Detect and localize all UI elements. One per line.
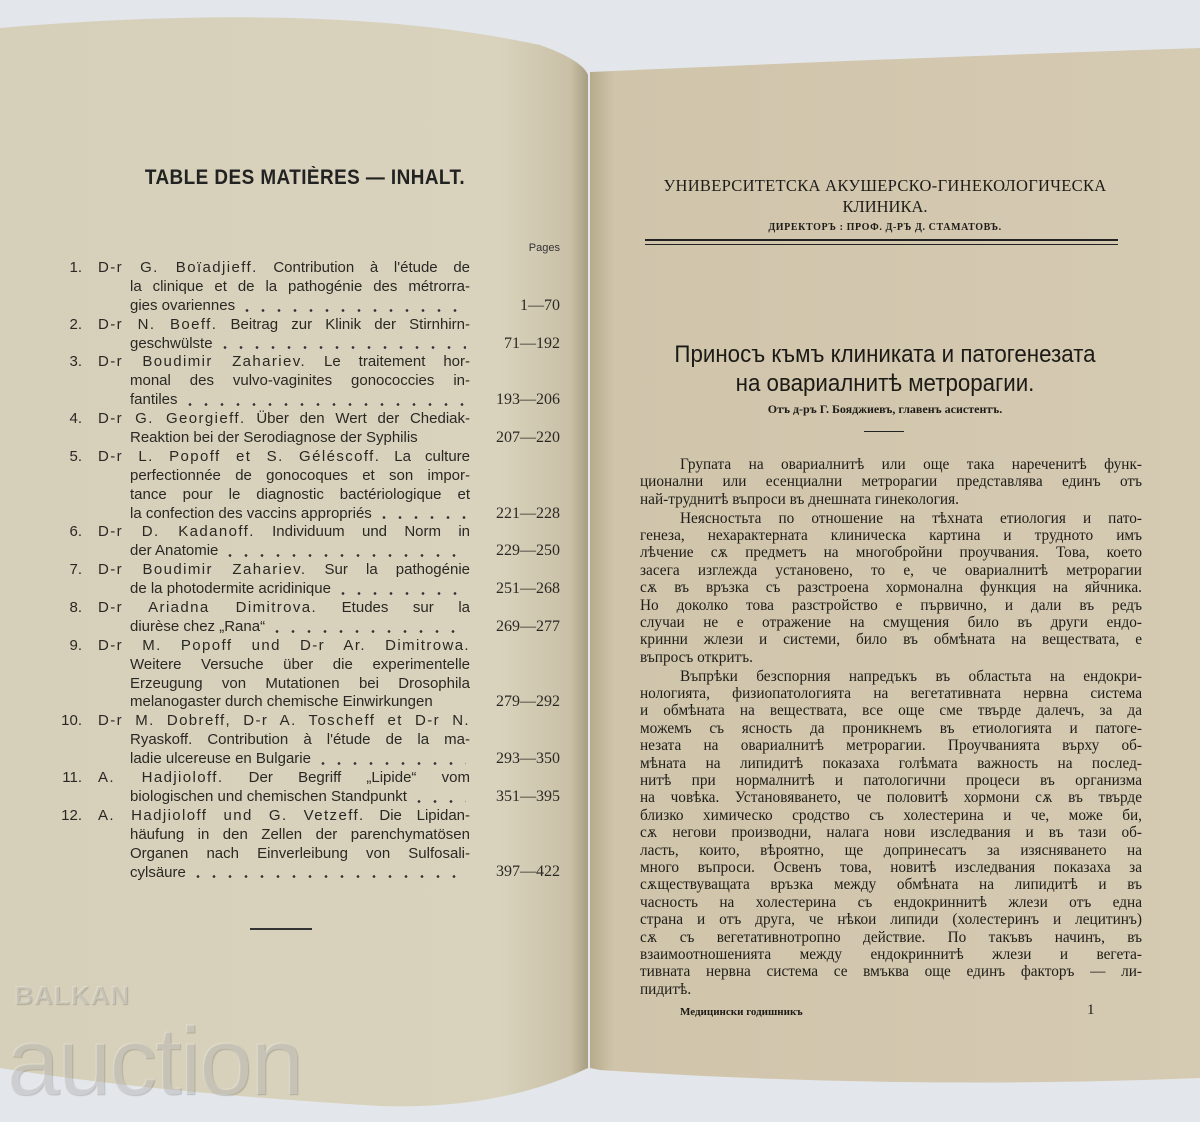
body-text-line: генеза, нехарактерната клиническа картина и трудното имъ [640, 527, 1142, 545]
toc-entry-line [130, 580, 470, 599]
toc-entry-pages: 269—277 [496, 617, 560, 635]
clinic-header-line2: КЛИНИКА. [842, 197, 928, 216]
toc-entry-title: la confection des vaccins appropriés [130, 504, 372, 522]
toc-entry-text [98, 410, 470, 429]
body-text-line: тивната нервна система се вмъква още единъ факторъ — ли- [640, 963, 1142, 981]
body-text-line: Въпрѣки безспорния напредъкъ въ областьта на ендокри- [680, 667, 1142, 685]
body-text-line: сѫществуващата връзка между обмѣната на липидитѣ и въ [640, 876, 1142, 894]
body-text-line: въпросъ откритъ. [640, 648, 753, 666]
toc-entry-text [130, 297, 235, 316]
toc-entry-text [98, 637, 470, 656]
toc-entry-text [98, 712, 470, 731]
toc-entry-text [130, 542, 218, 561]
toc-entry-title: de la photodermite acridinique [130, 580, 331, 598]
clinic-header: УНИВЕРСИТЕТСКА АКУШЕРСКО-ГИНЕКОЛОГИЧЕСКА [663, 176, 1107, 195]
toc-entry-pages: 351—395 [496, 787, 560, 805]
toc-entry-title: biologischen und chemischen Standpunkt [130, 787, 407, 805]
toc-entry [40, 448, 560, 524]
watermark-logo-line1: BALKAN [14, 980, 130, 1010]
toc-entry-author: D-r Boudimir Zahariev. [98, 353, 307, 371]
toc-entry-line [98, 259, 470, 278]
toc-entry-number: 10. [61, 712, 82, 730]
toc-entry-pages: 71—192 [504, 334, 560, 352]
toc-entry [40, 807, 560, 883]
toc-entry-line [130, 297, 470, 316]
toc-entry-title: ladie ulcereuse en Bulgarie [130, 750, 311, 768]
toc-entry-number: 5. [69, 447, 82, 465]
toc-entry-line [98, 637, 470, 656]
toc-entry-line [130, 542, 470, 561]
toc-entry-line [130, 731, 470, 750]
toc-entry-text [130, 335, 213, 354]
toc-entry-line [130, 656, 470, 675]
toc-title: TABLE DES MATIÈRES — INHALT. [144, 166, 466, 189]
toc-entry-author: D-r M. Popoff und D-r Ar. Dimitrowa. [98, 636, 470, 654]
toc-entry-number: 11. [62, 769, 82, 787]
toc-entry-text [130, 788, 407, 807]
toc-entry-number: 12. [61, 806, 82, 824]
toc-entry-title: La culture [380, 447, 470, 465]
toc-entry [40, 410, 560, 448]
dot-leader [239, 309, 466, 312]
toc-entry-title: monal des vulvo-vaginites gonococcies in- [130, 372, 470, 390]
toc-entry-title: Beitrag zur Klinik der Stirnhirn- [217, 315, 471, 333]
toc-entry-line [130, 505, 470, 524]
toc-entry [40, 769, 560, 807]
toc-entry-title: der Anatomie [130, 542, 219, 560]
toc-entry-number: 3. [69, 353, 82, 371]
pages-column-header: Pages [528, 242, 560, 254]
toc-entry-line [130, 467, 470, 486]
toc-entry-title: Erzeugung von Mutationen bei Drosophila [130, 674, 470, 692]
toc-entry-title: geschwülste [130, 334, 213, 352]
body-text-line: лѣчение сѫ предметъ на многобройни проучвания. Това, което [640, 544, 1142, 562]
toc-entry-title: tance pour le diagnostic bactériologique et [130, 485, 470, 503]
toc-entry-text [130, 467, 470, 486]
body-text-line: страна и отъ друга, че нѣкои липиди (холестеринъ и лецитинъ) [640, 911, 1142, 929]
toc-entry-line [130, 391, 470, 410]
toc-entry-pages: 193—206 [496, 391, 560, 409]
double-rule [645, 239, 1118, 245]
toc-entry-text [130, 693, 433, 712]
dot-leader [217, 346, 466, 349]
body-text-line: нитѣ при нормалнитѣ и патологични процеси въ организма [640, 772, 1142, 790]
body-text-line: взаимоотношенията между ендокриннитѣ жлези и вегета- [640, 945, 1142, 963]
toc-entry-number: 2. [69, 315, 82, 333]
toc-entry-line [130, 335, 470, 354]
toc-entry-line [130, 429, 470, 448]
toc-entry-author: D-r G. Georgieff. [98, 410, 246, 428]
toc-entry-line [98, 712, 470, 731]
toc-entry-title: Etudes sur la [317, 599, 471, 617]
body-text-line: на човѣка. Установяването, че половитѣ хормони сѫ въ твърде [640, 789, 1142, 807]
toc-entry-line [98, 769, 470, 788]
toc-entry-pages: 397—422 [496, 863, 560, 881]
body-text-line: Неясностьта по отношение на тѣхната етиология и пато- [680, 509, 1142, 527]
toc-entry-author: D-r L. Popoff et S. Géléscoff. [98, 447, 381, 465]
toc-entry [40, 353, 560, 410]
toc-entry-title: Weitere Versuche über die experimentelle [130, 655, 470, 673]
toc-entry-pages: 279—292 [496, 693, 560, 711]
dot-leader [315, 762, 466, 765]
toc-entry-text [98, 448, 470, 467]
body-text-line: можемъ съ ясность да проникнемъ въ етиологията и патоге- [640, 719, 1142, 737]
toc-entry-text [130, 826, 470, 845]
toc-entry-pages: 1—70 [520, 296, 560, 314]
toc-entry-text [130, 486, 470, 505]
body-text-line: Но доколко това разстройство е първично, и дали въ редъ [640, 596, 1142, 614]
toc-entry-title: Reaktion bei der Serodiagnose der Syphilis [130, 429, 418, 447]
toc-entry-line [98, 561, 470, 580]
toc-entry-title: Ryaskoff. Contribution à l'étude de la ma- [130, 731, 470, 749]
toc-entry-author: D-r D. Kadanoff. [98, 523, 255, 541]
article-body [640, 456, 1142, 998]
dot-leader [190, 875, 466, 878]
toc-entry-line [130, 675, 470, 694]
toc-entry-line [130, 788, 470, 807]
toc-entry-number: 6. [69, 523, 82, 541]
toc-entry-text [98, 353, 470, 372]
toc-entry-pages: 221—228 [496, 504, 560, 522]
dot-leader [335, 592, 466, 595]
toc-entry-text [130, 505, 372, 524]
toc-entry-title: Über den Wert der Chediak- [245, 410, 471, 428]
toc-entry-title: Le traitement hor- [306, 353, 470, 371]
toc-entry-text [98, 599, 470, 618]
toc-entry [40, 523, 560, 561]
toc-entry-text [130, 580, 331, 599]
table-of-contents [40, 259, 560, 882]
toc-entry-title: häufung in den Zellen der parenchymatösen [130, 825, 470, 843]
toc-entry-text [130, 845, 470, 864]
toc-entry-text [130, 656, 470, 675]
toc-entry-text [98, 561, 470, 580]
toc-entry-text [130, 429, 418, 448]
toc-entry-title: Contribution à l'étude de [257, 259, 470, 276]
body-text-line: незата на овариалнитѣ метрорагии. Проучванията върху об- [640, 737, 1142, 755]
director-line: ДИРЕКТОРЪ : ПРОФ. Д-РЪ Д. СТАМАТОВЪ. [768, 222, 1002, 233]
toc-entry-author: D-r M. Dobreff, D-r A. Toscheff et D-r N. [98, 712, 470, 730]
dot-leader [222, 554, 466, 557]
toc-entry-number: 9. [69, 636, 82, 654]
toc-entry-line [98, 807, 470, 826]
body-text-line: Групата на овариалнитѣ или още така нареченитѣ функ- [680, 456, 1142, 473]
toc-entry-text [130, 618, 265, 637]
toc-entry-line [98, 353, 470, 372]
dot-leader [182, 403, 466, 406]
toc-entry-text [130, 675, 470, 694]
toc-entry-text [98, 807, 470, 826]
toc-entry-line [130, 864, 470, 883]
body-text-line: много въпроси. Освенъ това, новитѣ изследвания показаха за [640, 858, 1142, 876]
toc-entry-title: Der Begriff „Lipide“ vom [223, 769, 470, 787]
toc-entry [40, 316, 560, 354]
toc-entry-text [130, 750, 311, 769]
toc-entry-line [98, 599, 470, 618]
toc-entry-title: melanogaster durch chemische Einwirkungen [130, 693, 433, 711]
toc-entry-author: A. Hadjioloff und G. Vetzeff. [98, 806, 365, 824]
body-text-line: случаи не е отражение на смущения било въ други ендо- [640, 614, 1142, 632]
body-text-line: кринни жлези и системи, било въ обмѣната на веществата, е [640, 631, 1142, 649]
toc-entry-line [98, 410, 470, 429]
dot-leader [269, 630, 466, 633]
toc-entry-author: D-r Ariadna Dimitrova. [98, 599, 318, 617]
toc-entry-title: Organen nach Einverleibung von Sulfosali- [130, 844, 470, 862]
body-text-line: засега изглежда установено, то е, че овариалнитѣ метрорагии [640, 561, 1142, 579]
toc-entry [40, 637, 560, 713]
toc-entry-author: A. Hadjioloff. [98, 769, 224, 787]
body-text-line: близко химическо сродство съ холестерина и че, може би, [640, 806, 1142, 824]
page-number: 1 [1087, 1002, 1095, 1018]
body-text-line: часность на холестерина съ ендокриннитѣ жлези отъ една [640, 893, 1142, 911]
toc-entry-pages: 207—220 [496, 429, 560, 446]
toc-entry-title: fantiles [130, 391, 178, 409]
toc-entry [40, 599, 560, 637]
journal-footer: Медицински годишникъ [680, 1006, 803, 1018]
body-text-line: пидитѣ. [640, 980, 692, 998]
toc-entry-number: 7. [69, 561, 82, 579]
toc-entry-number: 4. [69, 410, 82, 428]
toc-entry-text [130, 391, 178, 410]
toc-entry-text [130, 731, 470, 750]
toc-entry-line [98, 448, 470, 467]
toc-entry-author: D-r N. Boeff. [98, 315, 218, 333]
toc-entry-text [98, 769, 470, 788]
toc-entry-title: perfectionnée de gonocoques et son impor- [130, 466, 470, 484]
toc-entry-line [98, 316, 470, 335]
body-text-line: и обмѣната на веществата, все още сме твърде далечъ, за да [640, 702, 1142, 720]
body-text-line: ласть, които, вѣроятно, ще допринесатъ за изясняването на [640, 841, 1142, 859]
body-text-line: сѫ съ вегетативнотропно действие. По такъвъ начинъ, въ [640, 928, 1142, 946]
toc-entry-text [130, 278, 470, 297]
toc-entry-author: D-r Boudimir Zahariev. [98, 561, 307, 579]
body-text-line: мѣната на липидитѣ показаха голѣмата важность на послед- [640, 754, 1142, 772]
toc-entry-number: 1. [69, 259, 82, 276]
toc-entry-text [130, 372, 470, 391]
toc-entry-line [130, 278, 470, 297]
toc-entry-title: diurèse chez „Rana“ [130, 617, 266, 635]
toc-entry-line [98, 523, 470, 542]
toc-entry-title: cylsäure [130, 863, 186, 881]
toc-entry-pages: 251—268 [496, 580, 560, 598]
toc-entry-title: Individuum und Norm in [254, 523, 470, 541]
toc-entry [40, 561, 560, 599]
toc-entry-title: la clinique et de la pathogénie des métrorra- [130, 277, 470, 295]
body-text-line: ционални или есенциални метрорагии представлява единъ отъ [640, 473, 1142, 491]
toc-entry-text [98, 523, 470, 542]
toc-entry-line [130, 750, 470, 769]
toc-entry [40, 712, 560, 769]
toc-entry-title: gies ovariennes [130, 296, 236, 314]
divider [864, 431, 904, 432]
toc-entry-title: Die Lipidan- [364, 806, 471, 824]
toc-entry-line [130, 845, 470, 864]
article-title-line2: на овариалнитѣ метрорагии. [735, 370, 1035, 397]
article-byline: Отъ д-ръ Г. Бояджиевъ, главенъ асистентъ. [767, 402, 1003, 416]
toc-entry-number: 8. [69, 599, 82, 617]
dot-leader [376, 516, 466, 519]
toc-entry-text [98, 316, 470, 335]
toc-entry-text [98, 259, 470, 278]
toc-entry-line [130, 486, 470, 505]
toc-entry-title: Sur la pathogénie [306, 561, 470, 579]
dot-leader [411, 800, 466, 803]
toc-entry-line [130, 693, 470, 712]
toc-entry-line [130, 372, 470, 391]
toc-entry-pages: 229—250 [496, 542, 560, 560]
body-text-line: сѫ въ връзка съ разстроена хормонална функция на яйчника. [640, 579, 1142, 597]
toc-entry-line [130, 826, 470, 845]
toc-entry-pages: 293—350 [496, 750, 560, 768]
body-text-line: най-труднитѣ въпроси въ днешната гинекология. [640, 490, 959, 508]
toc-entry [40, 259, 560, 316]
body-text-line: сѫ негови производни, налага нови изследвания и въ тази об- [640, 824, 1142, 842]
toc-entry-line [130, 618, 470, 637]
article-title: Приносъ къмъ клиниката и патогенезата [674, 341, 1096, 368]
toc-entry-text [130, 864, 186, 883]
watermark-logo-line2: auction [6, 1008, 302, 1115]
body-text-line: нологията, физиопатологията на вегетативната нервна система [640, 685, 1142, 703]
toc-entry-author: D-r G. Boïadjieff. [98, 259, 258, 276]
divider [250, 928, 312, 930]
